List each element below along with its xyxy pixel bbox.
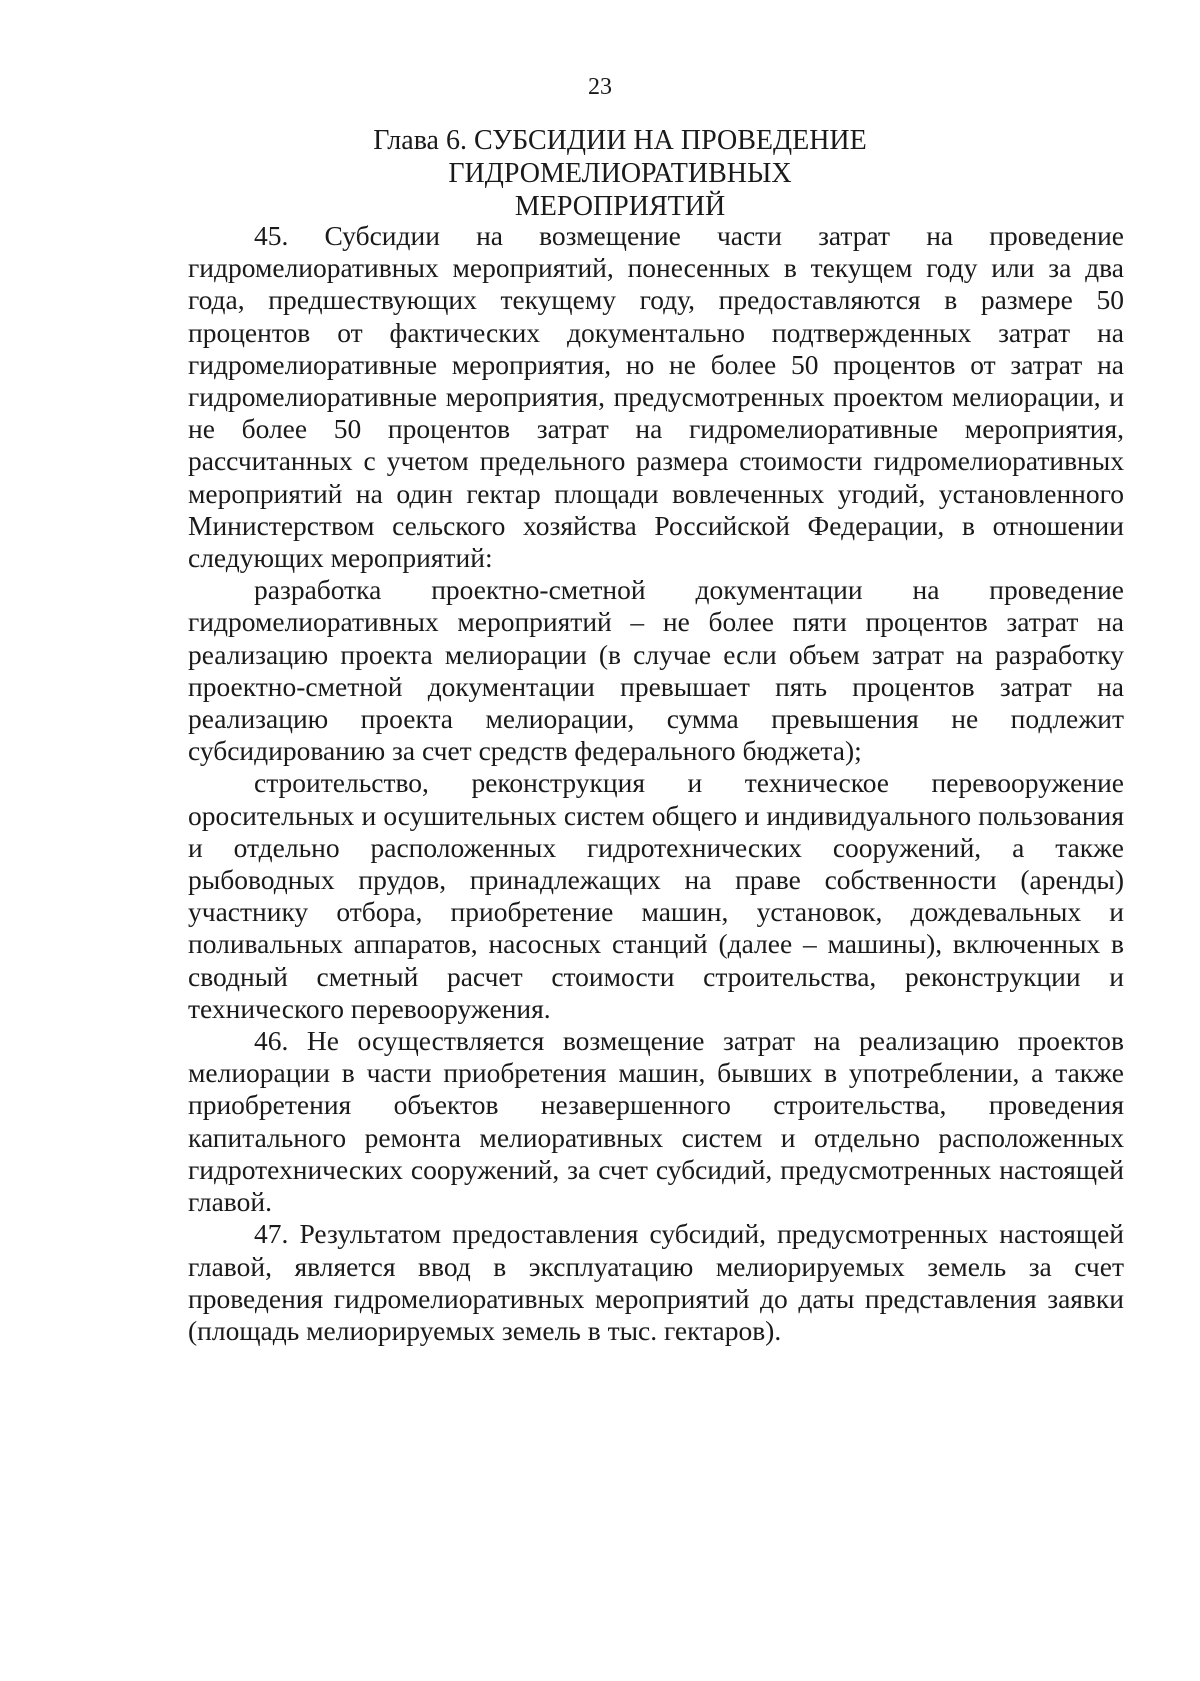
paragraph-design-documentation: разработка проектно-сметной документации на проведение гидромелиоративных мероприятий – не более пяти процентов затрат на реализацию проекта мелиорации (в случае если объем затрат на разработку проектно-сметной документации превышает пять процентов затрат на реализацию проекта мелиорации, сумма превышения не подлежит субсидированию за счет средств федерального бюджета); xyxy=(188,574,1124,767)
paragraph-46: 46. Не осуществляется возмещение затрат на реализацию проектов мелиорации в части приобретения машин, бывших в употреблении, а также приобретения объектов незавершенного строительства, проведения капитального ремонта мелиоративных систем и отдельно расположенных гидротехнических сооружений, за счет субсидий, предусмотренных настоящей главой. xyxy=(188,1025,1124,1218)
paragraph-47: 47. Результатом предоставления субсидий, предусмотренных настоящей главой, является ввод в эксплуатацию мелиорируемых земель за счет проведения гидромелиоративных мероприятий до даты представления заявки (площадь мелиорируемых земель в тыс. гектаров). xyxy=(188,1218,1124,1346)
chapter-title-line-1: Глава 6. СУБСИДИИ НА ПРОВЕДЕНИЕ ГИДРОМЕЛИОРАТИВНЫХ xyxy=(373,125,867,189)
chapter-title-line-2: МЕРОПРИЯТИЙ xyxy=(514,191,726,222)
page-number: 23 xyxy=(588,74,612,100)
paragraph-construction: строительство, реконструкция и техническое перевооружение оросительных и осушительных систем общего и индивидуального пользования и отдельно расположенных гидротехнических сооружений, а также рыбоводных прудов, принадлежащих на праве собственности (аренды) участнику отбора, приобретение машин, установок, дождевальных и поливальных аппаратов, насосных станций (далее – машины), включенных в сводный сметный расчет стоимости строительства, реконструкции и технического перевооружения. xyxy=(188,767,1124,1024)
document-body xyxy=(188,220,1124,1347)
chapter-title xyxy=(200,124,1040,223)
paragraph-45: 45. Субсидии на возмещение части затрат на проведение гидромелиоративных мероприятий, понесенных в текущем году или за два года, предшествующих текущему году, предоставляются в размере 50 процентов от фактических документально подтвержденных затрат на гидромелиоративные мероприятия, но не более 50 процентов от затрат на гидромелиоративные мероприятия, предусмотренных проектом мелиорации, и не более 50 процентов затрат на гидромелиоративные мероприятия, рассчитанных с учетом предельного размера стоимости гидромелиоративных мероприятий на один гектар площади вовлеченных угодий, установленного Министерством сельского хозяйства Российской Федерации, в отношении следующих мероприятий: xyxy=(188,220,1124,574)
